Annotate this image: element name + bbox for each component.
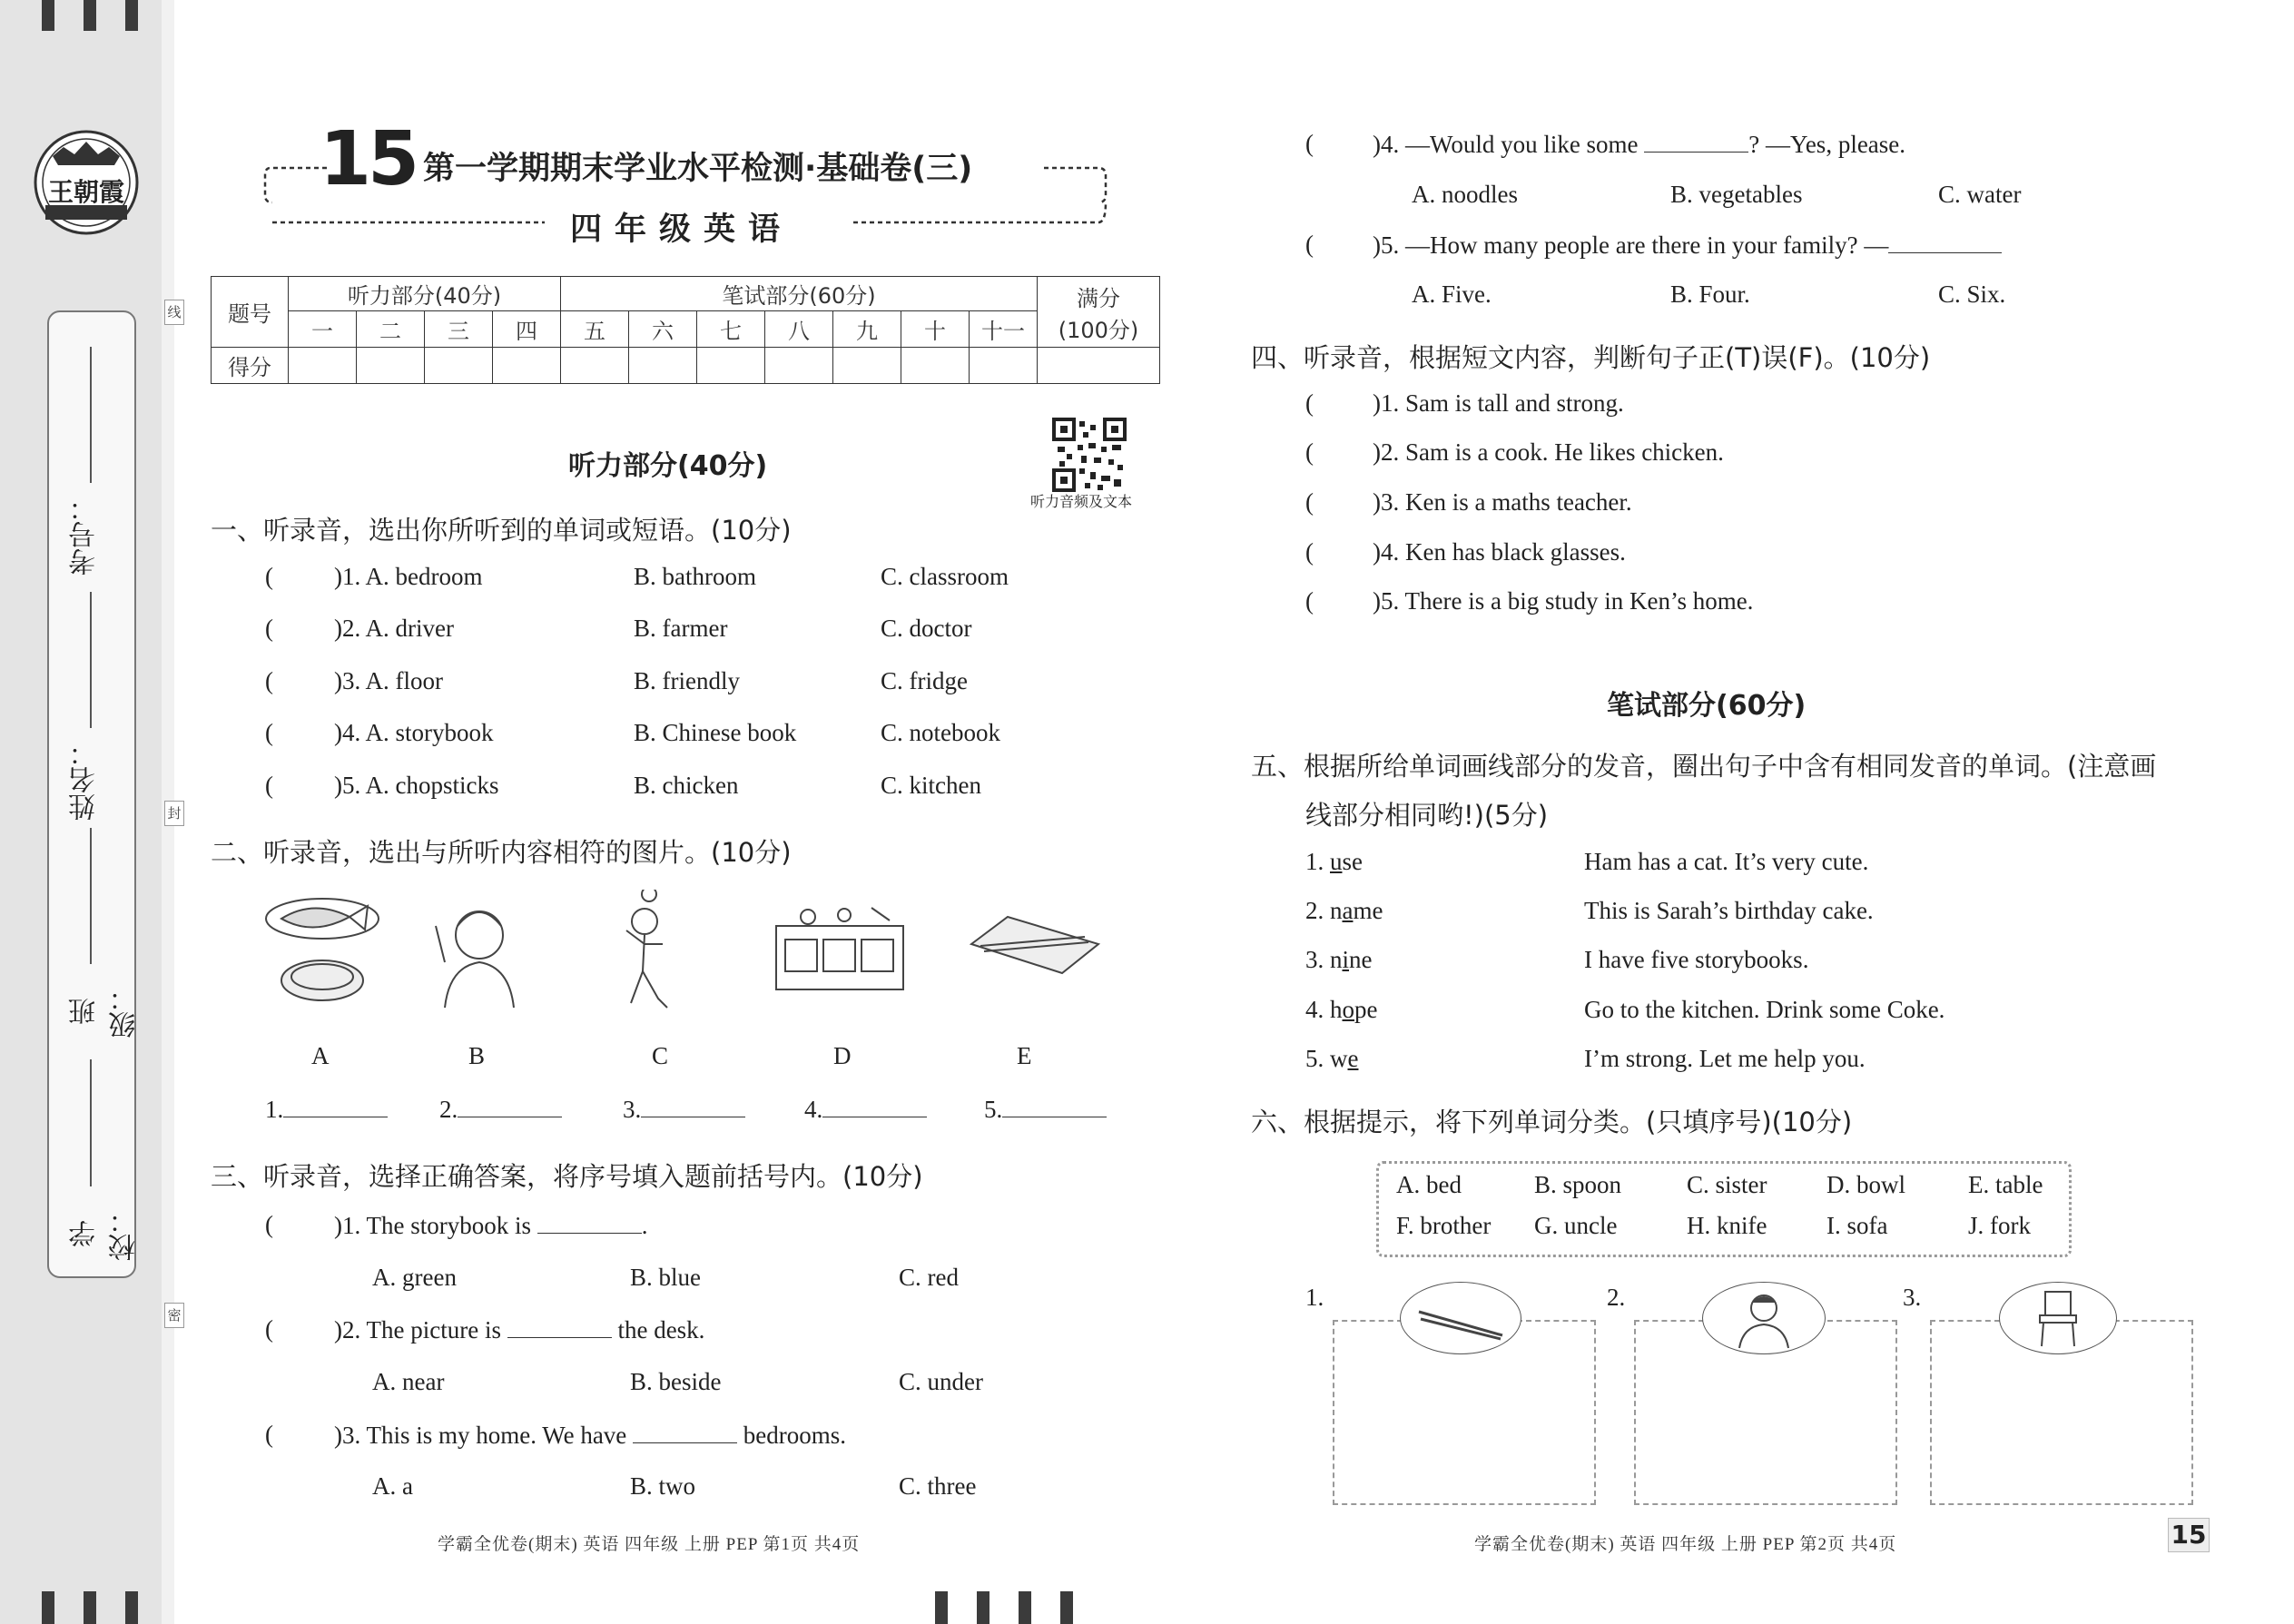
field-label: 学校： — [69, 1206, 141, 1261]
item-number: 4. — [1305, 996, 1324, 1023]
underlined-part: i — [1342, 946, 1350, 973]
register-mark — [935, 1591, 948, 1624]
s4-statement-2: )2. Sam is a cook. He likes chicken. — [1373, 438, 1724, 466]
s3-question-1 — [334, 1211, 648, 1240]
answer-paren[interactable]: ( — [265, 667, 273, 694]
section-6-title: 六、根据提示，将下列单词分类。(只填序号)(10分) — [1251, 1107, 1853, 1137]
s3-q5-c: C. Six. — [1938, 281, 2006, 308]
row-label-score: 得分 — [212, 348, 289, 384]
field-class — [49, 821, 141, 1048]
word-option: D. bowl — [1826, 1171, 1905, 1198]
word-rest: pe — [1354, 996, 1378, 1023]
item-number: 3. — [1305, 946, 1324, 973]
word-rest: ne — [1349, 946, 1373, 973]
picture-blank-4[interactable] — [804, 1095, 927, 1124]
question-text: the desk. — [617, 1316, 705, 1343]
full-mark-label: 满分 — [1077, 285, 1120, 311]
picture-blank-5[interactable] — [984, 1095, 1107, 1124]
chair-icon — [1999, 1282, 2117, 1354]
paper-number: 15 — [320, 116, 417, 202]
column-header: 七 — [697, 311, 765, 348]
s3-q3-c: C. three — [899, 1472, 977, 1500]
blank-number: 3. — [623, 1096, 642, 1123]
answer-line[interactable] — [641, 1095, 745, 1117]
writing-heading: 笔试部分(60分) — [1607, 690, 1807, 722]
section-4-title: 四、听录音，根据短文内容，判断句子正(T)误(F)。(10分) — [1251, 342, 1931, 373]
qr-caption: 听力音频及文本 — [1030, 493, 1133, 510]
column-header: 六 — [629, 311, 697, 348]
s3-q5-b: B. Four. — [1670, 281, 1750, 308]
question-text: )1. The storybook is — [334, 1212, 531, 1239]
question-text: . — [641, 1212, 648, 1239]
word-option: B. spoon — [1534, 1171, 1622, 1198]
logo-text: 王朝霞 — [47, 177, 124, 207]
score-cell[interactable] — [901, 348, 970, 384]
answer-line[interactable] — [1888, 231, 2002, 253]
register-mark — [125, 1591, 138, 1624]
column-header: 三 — [425, 311, 493, 348]
student-info-box — [47, 310, 141, 1278]
score-cell[interactable] — [970, 348, 1038, 384]
column-header: 一 — [289, 311, 357, 348]
word-start: n — [1330, 897, 1343, 924]
section-5-title-line2: 线部分相同哟!)(5分) — [1305, 800, 1549, 831]
listening-heading: 听力部分(40分) — [568, 450, 768, 482]
word-rest: me — [1353, 897, 1383, 924]
score-table — [211, 276, 1160, 384]
item-number: 5. — [1305, 1045, 1324, 1072]
answer-paren[interactable]: ( — [265, 772, 273, 799]
answer-paren[interactable]: ( — [1305, 130, 1314, 157]
answer-paren[interactable]: ( — [265, 615, 273, 642]
score-cell[interactable] — [561, 348, 629, 384]
column-header: 九 — [833, 311, 901, 348]
s3-q1-c: C. red — [899, 1264, 959, 1291]
answer-paren[interactable]: ( — [265, 563, 273, 590]
word-start: n — [1330, 946, 1343, 973]
s5-sentence-1[interactable]: Ham has a cat. It’s very cute. — [1584, 848, 1869, 875]
s5-word-5 — [1305, 1045, 1358, 1073]
answer-paren[interactable]: ( — [1305, 231, 1314, 258]
register-mark — [84, 1591, 96, 1624]
answer-line[interactable] — [537, 1211, 642, 1234]
question-text: )5. —How many people are there in your family? — — [1373, 231, 1889, 259]
s5-sentence-4[interactable]: Go to the kitchen. Drink some Coke. — [1584, 996, 1945, 1023]
register-mark — [977, 1591, 989, 1624]
word-option: J. fork — [1968, 1212, 2031, 1239]
footer-right: 学霸全优卷(期末) 英语 四年级 上册 PEP 第2页 共4页 — [1474, 1535, 1897, 1554]
blank-number: 1. — [265, 1096, 284, 1123]
question-text: )2. The picture is — [334, 1316, 501, 1343]
publisher-logo — [33, 129, 140, 236]
s3-q3-a: A. a — [372, 1472, 413, 1500]
fill-line[interactable] — [90, 828, 92, 964]
s4-statement-3: )3. Ken is a maths teacher. — [1373, 488, 1632, 516]
s3-question-4 — [1373, 130, 1905, 159]
word-option: E. table — [1968, 1171, 2043, 1198]
s5-sentence-2[interactable]: This is Sarah’s birthday cake. — [1584, 897, 1874, 924]
question-2-a: )2. A. driver — [334, 615, 454, 642]
cut-mark: 封 — [164, 801, 184, 826]
answer-paren[interactable]: ( — [1305, 488, 1314, 516]
word-option: I. sofa — [1826, 1212, 1888, 1239]
score-cell[interactable] — [1038, 348, 1160, 384]
s3-q2-a: A. near — [372, 1368, 445, 1395]
s5-word-2 — [1305, 897, 1383, 925]
question-text: bedrooms. — [743, 1422, 847, 1449]
answer-paren[interactable]: ( — [265, 1421, 273, 1448]
word-start: w — [1330, 1045, 1348, 1072]
answer-line[interactable] — [633, 1421, 737, 1443]
full-mark-value: (100分) — [1058, 317, 1139, 343]
answer-paren[interactable]: ( — [1305, 538, 1314, 566]
question-5-a: )5. A. chopsticks — [334, 772, 499, 799]
question-text: ? —Yes, please. — [1748, 131, 1906, 158]
s4-statement-1: )1. Sam is tall and strong. — [1373, 389, 1624, 417]
cut-mark: 线 — [164, 300, 184, 325]
underlined-part: e — [1347, 1045, 1359, 1072]
picture-blank-1[interactable] — [265, 1095, 388, 1124]
s3-q4-a: A. noodles — [1412, 181, 1518, 208]
s5-sentence-5[interactable]: I’m strong. Let me help you. — [1584, 1045, 1866, 1072]
question-text: )3. This is my home. We have — [334, 1422, 627, 1449]
section-1-title: 一、听录音，选出你所听到的单词或短语。(10分) — [211, 515, 792, 546]
s5-word-3 — [1305, 946, 1373, 974]
score-cell[interactable] — [765, 348, 833, 384]
answer-paren[interactable]: ( — [265, 719, 273, 746]
writing-group-label: 笔试部分(60分) — [561, 277, 1038, 311]
question-5-c: C. kitchen — [881, 772, 981, 799]
score-cell[interactable] — [289, 348, 357, 384]
blank-number: 4. — [804, 1096, 823, 1123]
section-5-title-line1: 五、根据所给单词画线部分的发音，圈出句子中含有相同发音的单词。(注意画 — [1251, 751, 2157, 782]
word-rest: se — [1342, 848, 1363, 875]
answer-line[interactable] — [458, 1095, 562, 1117]
s3-q2-c: C. under — [899, 1368, 983, 1395]
picture-label-a: A — [311, 1042, 330, 1069]
register-mark — [125, 0, 138, 31]
question-1-b: B. bathroom — [634, 563, 756, 590]
word-option: H. knife — [1687, 1212, 1767, 1239]
section-2-title: 二、听录音，选出与所听内容相符的图片。(10分) — [211, 837, 792, 868]
s3-q1-b: B. blue — [630, 1264, 701, 1291]
box-number-1: 1. — [1305, 1284, 1324, 1311]
page-title: 第一学期期末学业水平检测·基础卷(三) — [423, 151, 973, 187]
word-option: C. sister — [1687, 1171, 1767, 1198]
s3-question-5 — [1373, 231, 2002, 260]
register-mark — [42, 1591, 54, 1624]
blank-number: 5. — [984, 1096, 1003, 1123]
word-start: h — [1330, 996, 1343, 1023]
column-header: 二 — [357, 311, 425, 348]
underlined-part: o — [1342, 996, 1354, 1023]
register-mark — [84, 0, 96, 31]
column-header: 十 — [901, 311, 970, 348]
listening-group-label: 听力部分(40分) — [289, 277, 561, 311]
word-option: F. brother — [1396, 1212, 1492, 1239]
full-mark-cell — [1038, 277, 1160, 348]
column-header: 八 — [765, 311, 833, 348]
fill-line[interactable] — [90, 347, 92, 483]
s3-q4-b: B. vegetables — [1670, 181, 1803, 208]
s3-q4-c: C. water — [1938, 181, 2022, 208]
score-cell[interactable] — [697, 348, 765, 384]
picture-blank-3[interactable] — [623, 1095, 745, 1124]
s4-statement-5: )5. There is a big study in Ken’s home. — [1373, 587, 1754, 615]
field-exam-number — [49, 340, 134, 576]
column-header: 十一 — [970, 311, 1038, 348]
picture-label-d: D — [833, 1042, 852, 1069]
question-2-b: B. farmer — [634, 615, 728, 642]
picture-label-b: B — [468, 1042, 486, 1069]
score-cell[interactable] — [357, 348, 425, 384]
column-header: 四 — [493, 311, 561, 348]
question-text: )4. —Would you like some — [1373, 131, 1639, 158]
column-header: 五 — [561, 311, 629, 348]
question-1-c: C. classroom — [881, 563, 1009, 590]
picture-label-c: C — [652, 1042, 669, 1069]
qr-code[interactable] — [1052, 418, 1127, 492]
question-4-b: B. Chinese book — [634, 719, 797, 746]
s3-q3-b: B. two — [630, 1472, 696, 1500]
page-subtitle: 四年级英语 — [570, 212, 793, 248]
answer-paren[interactable]: ( — [1305, 587, 1314, 615]
item-number: 2. — [1305, 897, 1324, 924]
question-4-c: C. notebook — [881, 719, 1000, 746]
score-cell[interactable] — [833, 348, 901, 384]
s4-statement-4: )4. Ken has black glasses. — [1373, 538, 1626, 566]
field-label: 考号： — [69, 494, 101, 576]
register-mark — [42, 0, 54, 31]
field-name — [49, 585, 134, 821]
s5-sentence-3[interactable]: I have five storybooks. — [1584, 946, 1809, 973]
field-label: 姓名： — [69, 739, 101, 821]
question-4-a: )4. A. storybook — [334, 719, 494, 746]
question-1-a: )1. A. bedroom — [334, 563, 483, 590]
score-cell[interactable] — [425, 348, 493, 384]
fish-picture — [266, 899, 379, 1000]
answer-line[interactable] — [1002, 1095, 1107, 1117]
footer-left: 学霸全优卷(期末) 英语 四年级 上册 PEP 第1页 共4页 — [438, 1535, 861, 1554]
score-cell[interactable] — [629, 348, 697, 384]
answer-line[interactable] — [507, 1315, 612, 1338]
s5-word-1 — [1305, 848, 1363, 876]
answer-line[interactable] — [283, 1095, 388, 1117]
cut-mark: 密 — [164, 1303, 184, 1328]
answer-paren[interactable]: ( — [265, 1211, 273, 1238]
question-5-b: B. chicken — [634, 772, 739, 799]
item-number: 1. — [1305, 848, 1324, 875]
register-mark — [1060, 1591, 1073, 1624]
field-label: 班级： — [69, 984, 141, 1038]
question-3-b: B. friendly — [634, 667, 740, 694]
fill-line[interactable] — [90, 592, 92, 728]
row-label-title: 题号 — [212, 277, 289, 348]
box-number-2: 2. — [1607, 1284, 1626, 1311]
word-option: G. uncle — [1534, 1212, 1618, 1239]
answer-line[interactable] — [1644, 130, 1748, 153]
score-cell[interactable] — [493, 348, 561, 384]
register-mark — [1019, 1591, 1031, 1624]
s3-question-3 — [334, 1421, 846, 1450]
underlined-part: u — [1330, 848, 1343, 875]
box-number-3: 3. — [1903, 1284, 1922, 1311]
s3-q1-a: A. green — [372, 1264, 457, 1291]
s3-question-2 — [334, 1315, 704, 1344]
picture-blank-2[interactable] — [439, 1095, 562, 1124]
picture-row — [263, 890, 1135, 1017]
section-3-title: 三、听录音，选择正确答案，将序号填入题前括号内。(10分) — [211, 1161, 923, 1192]
answer-paren[interactable]: ( — [1305, 389, 1314, 417]
underlined-part: a — [1342, 897, 1354, 924]
man-portrait-icon — [1702, 1282, 1826, 1354]
picture-label-e: E — [1017, 1042, 1032, 1069]
answer-paren[interactable]: ( — [1305, 438, 1314, 466]
s5-word-4 — [1305, 996, 1377, 1024]
question-3-a: )3. A. floor — [334, 667, 443, 694]
field-school — [49, 1052, 141, 1270]
page-number: 15 — [2168, 1518, 2210, 1552]
question-3-c: C. fridge — [881, 667, 968, 694]
blank-number: 2. — [439, 1096, 458, 1123]
s3-q2-b: B. beside — [630, 1368, 722, 1395]
answer-line[interactable] — [822, 1095, 927, 1117]
word-option: A. bed — [1396, 1171, 1462, 1198]
chopsticks-icon — [1400, 1282, 1521, 1354]
answer-paren[interactable]: ( — [265, 1315, 273, 1343]
question-2-c: C. doctor — [881, 615, 972, 642]
s3-q5-a: A. Five. — [1412, 281, 1492, 308]
fill-line[interactable] — [90, 1059, 92, 1186]
